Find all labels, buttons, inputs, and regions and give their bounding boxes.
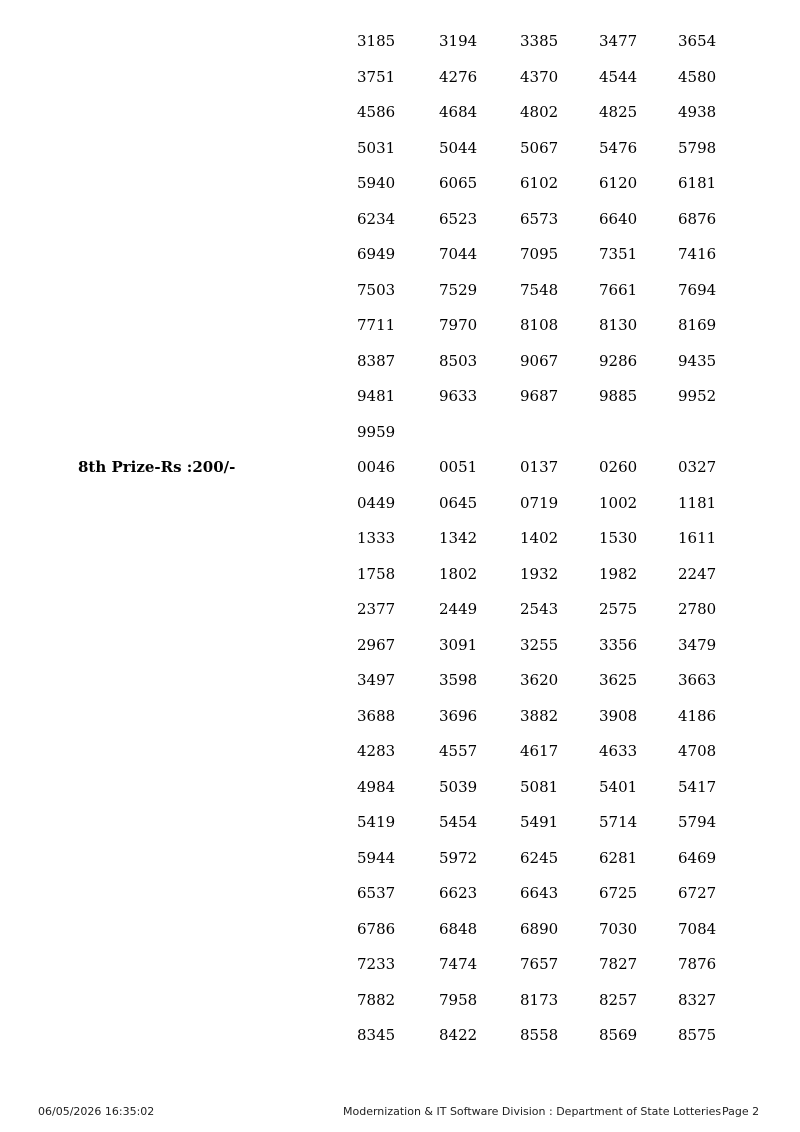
ticket-number: 1932 — [520, 565, 559, 583]
ticket-number: 5401 — [599, 778, 638, 796]
prize-label: 8th Prize-Rs :200/- — [78, 458, 236, 476]
ticket-number: 6469 — [678, 849, 717, 867]
ticket-number: 4186 — [678, 707, 717, 725]
ticket-number: 7030 — [599, 920, 638, 938]
ticket-number: 6065 — [439, 174, 478, 192]
ticket-number: 9286 — [599, 352, 638, 370]
ticket-number: 1181 — [678, 494, 717, 512]
ticket-number: 5419 — [357, 813, 396, 831]
number-row — [0, 1025, 800, 1045]
ticket-number: 8503 — [439, 352, 478, 370]
number-row — [0, 812, 800, 832]
ticket-number: 8108 — [520, 316, 559, 334]
ticket-number: 5798 — [678, 139, 717, 157]
ticket-number: 6725 — [599, 884, 638, 902]
ticket-number: 8569 — [599, 1026, 638, 1044]
ticket-number: 6181 — [678, 174, 717, 192]
ticket-number: 8575 — [678, 1026, 717, 1044]
ticket-number: 7416 — [678, 245, 717, 263]
ticket-number: 5476 — [599, 139, 638, 157]
ticket-number: 7882 — [357, 991, 396, 1009]
ticket-number: 4938 — [678, 103, 717, 121]
number-row — [0, 457, 800, 477]
ticket-number: 9687 — [520, 387, 559, 405]
ticket-number: 2377 — [357, 600, 396, 618]
ticket-number: 9435 — [678, 352, 717, 370]
ticket-number: 1802 — [439, 565, 478, 583]
ticket-number: 4586 — [357, 103, 396, 121]
number-row — [0, 422, 800, 442]
number-row — [0, 280, 800, 300]
ticket-number: 0645 — [439, 494, 478, 512]
ticket-number: 6234 — [357, 210, 396, 228]
ticket-number: 0719 — [520, 494, 559, 512]
ticket-number: 3255 — [520, 636, 559, 654]
ticket-number: 9481 — [357, 387, 396, 405]
ticket-number: 6537 — [357, 884, 396, 902]
number-row — [0, 493, 800, 513]
ticket-number: 7548 — [520, 281, 559, 299]
ticket-number: 0051 — [439, 458, 478, 476]
ticket-number: 1402 — [520, 529, 559, 547]
ticket-number: 7876 — [678, 955, 717, 973]
ticket-number: 3625 — [599, 671, 638, 689]
ticket-number: 2967 — [357, 636, 396, 654]
ticket-number: 6120 — [599, 174, 638, 192]
footer-page-number: Page 2 — [722, 1105, 760, 1118]
number-row — [0, 102, 800, 122]
ticket-number: 4708 — [678, 742, 717, 760]
number-row — [0, 564, 800, 584]
ticket-number: 8327 — [678, 991, 717, 1009]
ticket-number: 5417 — [678, 778, 717, 796]
number-row — [0, 528, 800, 548]
number-row — [0, 31, 800, 51]
ticket-number: 3497 — [357, 671, 396, 689]
ticket-number: 8257 — [599, 991, 638, 1009]
ticket-number: 2543 — [520, 600, 559, 618]
ticket-number: 1002 — [599, 494, 638, 512]
number-row — [0, 635, 800, 655]
ticket-number: 5031 — [357, 139, 396, 157]
ticket-number: 3479 — [678, 636, 717, 654]
ticket-number: 4276 — [439, 68, 478, 86]
number-row — [0, 315, 800, 335]
ticket-number: 7529 — [439, 281, 478, 299]
ticket-number: 4984 — [357, 778, 396, 796]
footer-division: Modernization & IT Software Division : Department of State Lotteries — [343, 1105, 722, 1118]
ticket-number: 3620 — [520, 671, 559, 689]
number-row — [0, 209, 800, 229]
ticket-number: 1333 — [357, 529, 396, 547]
ticket-number: 7503 — [357, 281, 396, 299]
ticket-number: 8422 — [439, 1026, 478, 1044]
ticket-number: 2575 — [599, 600, 638, 618]
ticket-number: 4544 — [599, 68, 638, 86]
number-row — [0, 244, 800, 264]
ticket-number: 8345 — [357, 1026, 396, 1044]
ticket-number: 6623 — [439, 884, 478, 902]
ticket-number: 6727 — [678, 884, 717, 902]
ticket-number: 1342 — [439, 529, 478, 547]
ticket-number: 3356 — [599, 636, 638, 654]
ticket-number: 5067 — [520, 139, 559, 157]
ticket-number: 7044 — [439, 245, 478, 263]
ticket-number: 7095 — [520, 245, 559, 263]
ticket-number: 3194 — [439, 32, 478, 50]
ticket-number: 6640 — [599, 210, 638, 228]
ticket-number: 7970 — [439, 316, 478, 334]
ticket-number: 5491 — [520, 813, 559, 831]
ticket-number: 6281 — [599, 849, 638, 867]
ticket-number: 6643 — [520, 884, 559, 902]
ticket-number: 4617 — [520, 742, 559, 760]
footer-datetime: 06/05/2026 16:35:02 — [38, 1105, 155, 1118]
number-row — [0, 883, 800, 903]
number-row — [0, 777, 800, 797]
ticket-number: 3696 — [439, 707, 478, 725]
ticket-number: 1758 — [357, 565, 396, 583]
ticket-number: 0260 — [599, 458, 638, 476]
ticket-number: 3598 — [439, 671, 478, 689]
ticket-number: 3185 — [357, 32, 396, 50]
number-row — [0, 954, 800, 974]
number-row — [0, 670, 800, 690]
ticket-number: 8173 — [520, 991, 559, 1009]
ticket-number: 1982 — [599, 565, 638, 583]
ticket-number: 6245 — [520, 849, 559, 867]
number-row — [0, 706, 800, 726]
ticket-number: 7351 — [599, 245, 638, 263]
ticket-number: 0327 — [678, 458, 717, 476]
ticket-number: 0449 — [357, 494, 396, 512]
ticket-number: 3882 — [520, 707, 559, 725]
ticket-number: 5039 — [439, 778, 478, 796]
number-row — [0, 67, 800, 87]
ticket-number: 7657 — [520, 955, 559, 973]
ticket-number: 6786 — [357, 920, 396, 938]
ticket-number: 8169 — [678, 316, 717, 334]
ticket-number: 7711 — [357, 316, 396, 334]
ticket-number: 7233 — [357, 955, 396, 973]
ticket-number: 7474 — [439, 955, 478, 973]
number-row — [0, 386, 800, 406]
ticket-number: 5972 — [439, 849, 478, 867]
ticket-number: 5944 — [357, 849, 396, 867]
number-row — [0, 919, 800, 939]
ticket-number: 6876 — [678, 210, 717, 228]
ticket-number: 4633 — [599, 742, 638, 760]
ticket-number: 9067 — [520, 352, 559, 370]
ticket-number: 6523 — [439, 210, 478, 228]
ticket-number: 2247 — [678, 565, 717, 583]
ticket-number: 3908 — [599, 707, 638, 725]
ticket-number: 3751 — [357, 68, 396, 86]
ticket-number: 4825 — [599, 103, 638, 121]
number-row — [0, 138, 800, 158]
ticket-number: 7694 — [678, 281, 717, 299]
ticket-number: 6102 — [520, 174, 559, 192]
ticket-number: 4370 — [520, 68, 559, 86]
number-row — [0, 173, 800, 193]
ticket-number: 3663 — [678, 671, 717, 689]
ticket-number: 6949 — [357, 245, 396, 263]
ticket-number: 5714 — [599, 813, 638, 831]
ticket-number: 7827 — [599, 955, 638, 973]
ticket-number: 5454 — [439, 813, 478, 831]
ticket-number: 1611 — [678, 529, 717, 547]
ticket-number: 5081 — [520, 778, 559, 796]
ticket-number: 9885 — [599, 387, 638, 405]
ticket-number: 1530 — [599, 529, 638, 547]
ticket-number: 3688 — [357, 707, 396, 725]
ticket-number: 3654 — [678, 32, 717, 50]
ticket-number: 8558 — [520, 1026, 559, 1044]
ticket-number: 6890 — [520, 920, 559, 938]
ticket-number: 0046 — [357, 458, 396, 476]
ticket-number: 4684 — [439, 103, 478, 121]
ticket-number: 9633 — [439, 387, 478, 405]
number-row — [0, 990, 800, 1010]
number-row — [0, 848, 800, 868]
ticket-number: 5940 — [357, 174, 396, 192]
number-row — [0, 741, 800, 761]
ticket-number: 7084 — [678, 920, 717, 938]
ticket-number: 2780 — [678, 600, 717, 618]
ticket-number: 5044 — [439, 139, 478, 157]
number-row — [0, 351, 800, 371]
ticket-number: 9959 — [357, 423, 396, 441]
ticket-number: 3385 — [520, 32, 559, 50]
ticket-number: 0137 — [520, 458, 559, 476]
ticket-number: 8387 — [357, 352, 396, 370]
ticket-number: 5794 — [678, 813, 717, 831]
ticket-number: 4802 — [520, 103, 559, 121]
ticket-number: 4283 — [357, 742, 396, 760]
ticket-number: 7958 — [439, 991, 478, 1009]
ticket-number: 3477 — [599, 32, 638, 50]
ticket-number: 6573 — [520, 210, 559, 228]
ticket-number: 6848 — [439, 920, 478, 938]
number-row — [0, 599, 800, 619]
ticket-number: 4557 — [439, 742, 478, 760]
ticket-number: 4580 — [678, 68, 717, 86]
ticket-number: 7661 — [599, 281, 638, 299]
ticket-number: 9952 — [678, 387, 717, 405]
ticket-number: 3091 — [439, 636, 478, 654]
ticket-number: 2449 — [439, 600, 478, 618]
ticket-number: 8130 — [599, 316, 638, 334]
